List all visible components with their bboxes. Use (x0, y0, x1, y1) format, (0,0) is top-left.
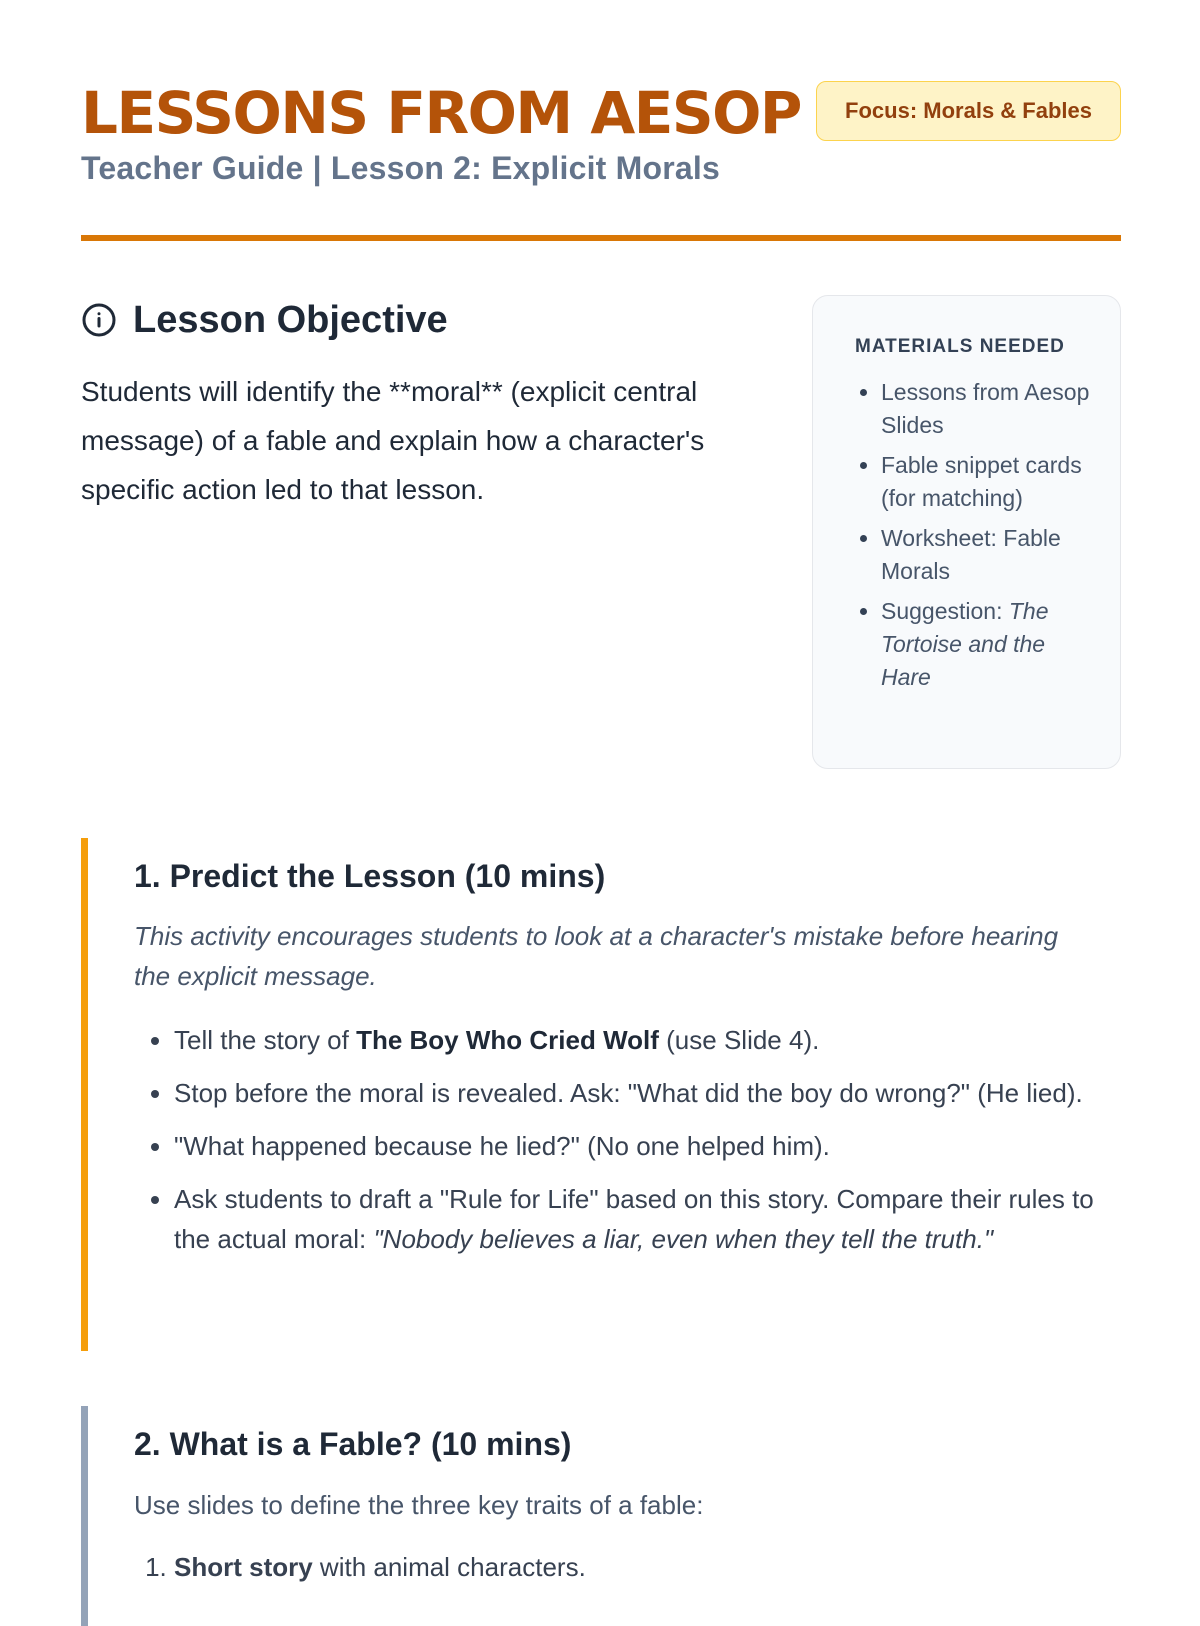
lesson-objective (81, 295, 731, 514)
trait-bold: Short story (174, 1552, 313, 1582)
page-subtitle: Teacher Guide | Lesson 2: Explicit Morals (81, 150, 720, 186)
trait-text: with animal characters. (312, 1552, 586, 1582)
list-item (174, 1547, 1121, 1587)
list-item: • "What happened because he lied?" (No one helped him). (174, 1126, 1134, 1166)
suggestion-label: Suggestion: (881, 598, 1009, 624)
section-note: This activity encourages students to look at a character's mistake before hearing the explicit message. (134, 921, 1059, 991)
objective-heading (81, 295, 731, 345)
list-item: • Lessons from Aesop Slides (881, 376, 1090, 442)
step-text: Ask students to draft a "Rule for Life" based on this story. Compare their rules to the actual moral: (174, 1184, 1094, 1254)
moral-quote: "Nobody believes a liar, even when they tell the truth." (373, 1224, 994, 1254)
step-list (134, 1020, 1134, 1259)
suggestion-title: The Tortoise and the Hare (881, 598, 1049, 690)
info-circle-icon (81, 302, 117, 338)
header-divider (81, 235, 1121, 241)
list-item: • Stop before the moral is revealed. Ask: "What did the boy do wrong?" (He lied). (174, 1073, 1134, 1113)
section-title: 2. What is a Fable? (10 mins) (134, 1426, 572, 1462)
materials-card (812, 295, 1121, 769)
materials-title: MATERIALS NEEDED (855, 336, 1065, 357)
list-item (881, 595, 1090, 694)
list-item (174, 1020, 1134, 1060)
objective-title: Lesson Objective (133, 298, 448, 341)
page-title: LESSONS FROM AESOP (81, 79, 801, 147)
list-item: • Fable snippet cards (for matching) (881, 449, 1090, 515)
section-what-is-fable (81, 1406, 1121, 1626)
objective-text: Students will identify the **moral** (explicit central message) of a fable and explain how a character's specific action led to that lesson. (81, 376, 705, 505)
materials-list (855, 376, 1090, 694)
section-title: 1. Predict the Lesson (10 mins) (134, 858, 606, 894)
list-item: • Worksheet: Fable Morals (881, 522, 1090, 588)
section-predict-lesson (81, 838, 1121, 1351)
section-intro: Use slides to define the three key traits of a fable: (134, 1490, 704, 1520)
story-title: The Boy Who Cried Wolf (356, 1025, 659, 1055)
list-item (174, 1179, 1134, 1259)
step-text: (use Slide 4). (658, 1025, 820, 1055)
step-text: Tell the story of (174, 1025, 357, 1055)
focus-badge: Focus: Morals & Fables (816, 81, 1121, 141)
trait-list (134, 1547, 1121, 1587)
header (81, 80, 1121, 240)
